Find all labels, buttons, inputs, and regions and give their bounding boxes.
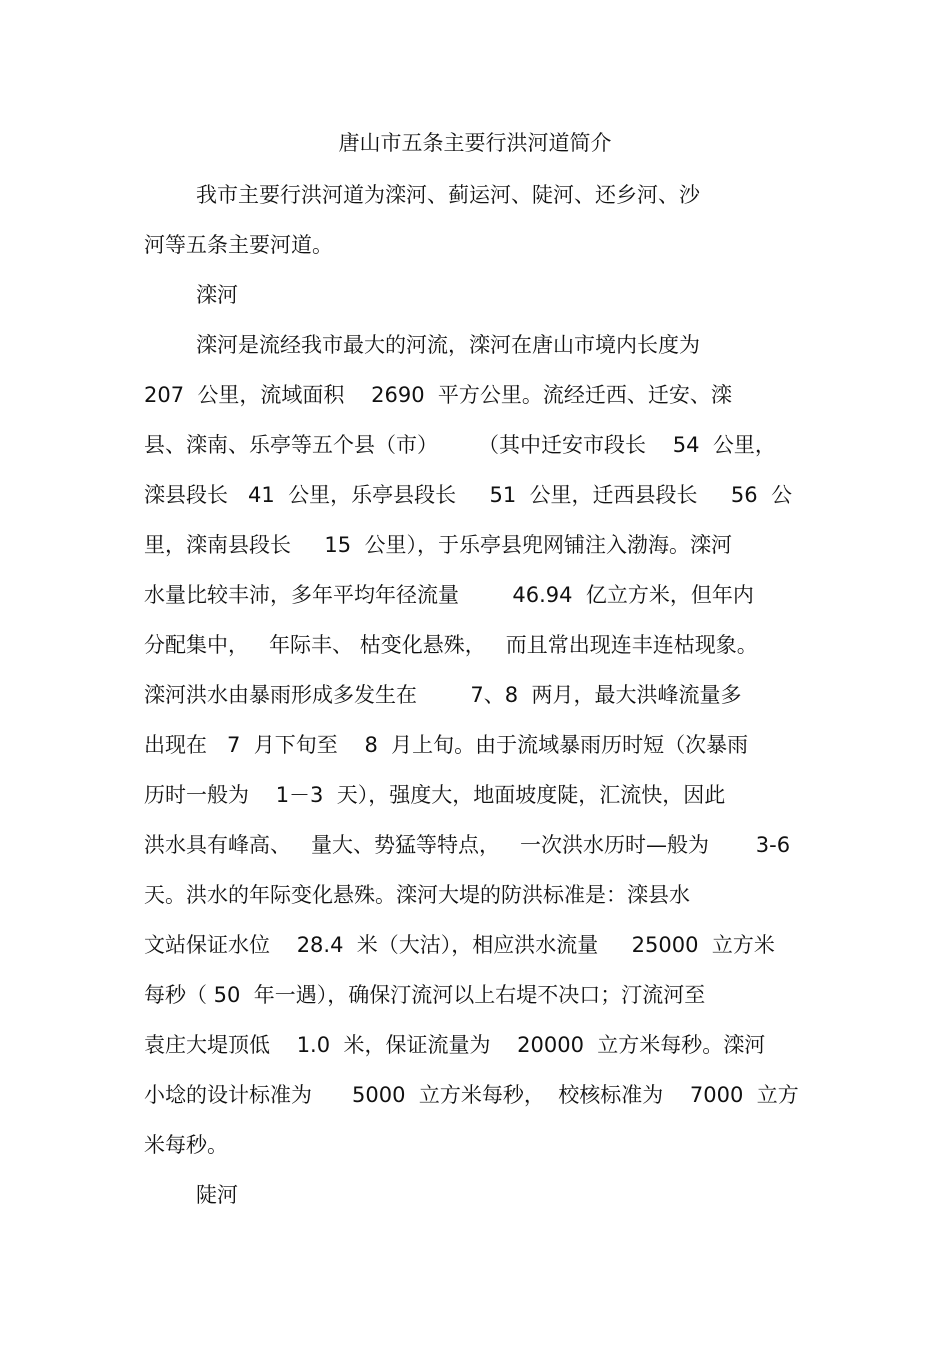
paragraph-line: 每秒（ 50 年一遇），确保汀流河以上右堤不决口；汀流河至 (144, 983, 706, 1007)
paragraph-line: 分配集中， 年际丰、 枯变化悬殊， 而且常出现连丰连枯现象。 (144, 633, 758, 657)
paragraph-line: 出现在 7 月下旬至 8 月上旬。由于流域暴雨历时短（次暴雨 (144, 733, 749, 757)
document-title: 唐山市五条主要行洪河道简介 (338, 131, 612, 155)
paragraph-line: 文站保证水位 28.4 米（大沽），相应洪水流量 25000 立方米 (144, 933, 775, 957)
paragraph-line: 207 公里，流域面积 2690 平方公里。流经迁西、迁安、滦 (144, 383, 732, 407)
paragraph-line: 天。洪水的年际变化悬殊。滦河大堤的防洪标准是：滦县水 (144, 883, 690, 907)
paragraph-line: 历时一般为 1－3 天），强度大，地面坡度陡，汇流快，因此 (144, 783, 726, 807)
paragraph-line: 县、滦南、乐亭等五个县（市） （其中迁安市段长 54 公里， (144, 433, 776, 457)
paragraph-line: 滦河是流经我市最大的河流，滦河在唐山市境内长度为 (196, 333, 700, 357)
paragraph-line: 水量比较丰沛，多年平均年径流量 46.94 亿立方米，但年内 (144, 583, 754, 607)
intro-line-2: 河等五条主要河道。 (144, 233, 333, 257)
paragraph-line: 小埝的设计标准为 5000 立方米每秒， 校核标准为 7000 立方 (144, 1083, 799, 1107)
paragraph-line: 里，滦南县段长 15 公里），于乐亭县兜网铺注入渤海。滦河 (144, 533, 732, 557)
paragraph-line: 米每秒。 (144, 1133, 228, 1157)
paragraph-line: 滦河洪水由暴雨形成多发生在 7、8 两月，最大洪峰流量多 (144, 683, 742, 707)
intro-line-1: 我市主要行洪河道为滦河、蓟运河、陡河、还乡河、沙 (196, 183, 700, 207)
paragraph-line: 袁庄大堤顶低 1.0 米，保证流量为 20000 立方米每秒。滦河 (144, 1033, 766, 1057)
paragraph-line: 滦县段长 41 公里，乐亭县段长 51 公里，迁西县段长 56 公 (144, 483, 792, 507)
section-heading-luanhe: 滦河 (196, 283, 238, 307)
paragraph-line: 洪水具有峰高、 量大、势猛等特点， 一次洪水历时—般为 3-6 (144, 833, 791, 857)
section-heading-douhe: 陡河 (196, 1183, 238, 1207)
